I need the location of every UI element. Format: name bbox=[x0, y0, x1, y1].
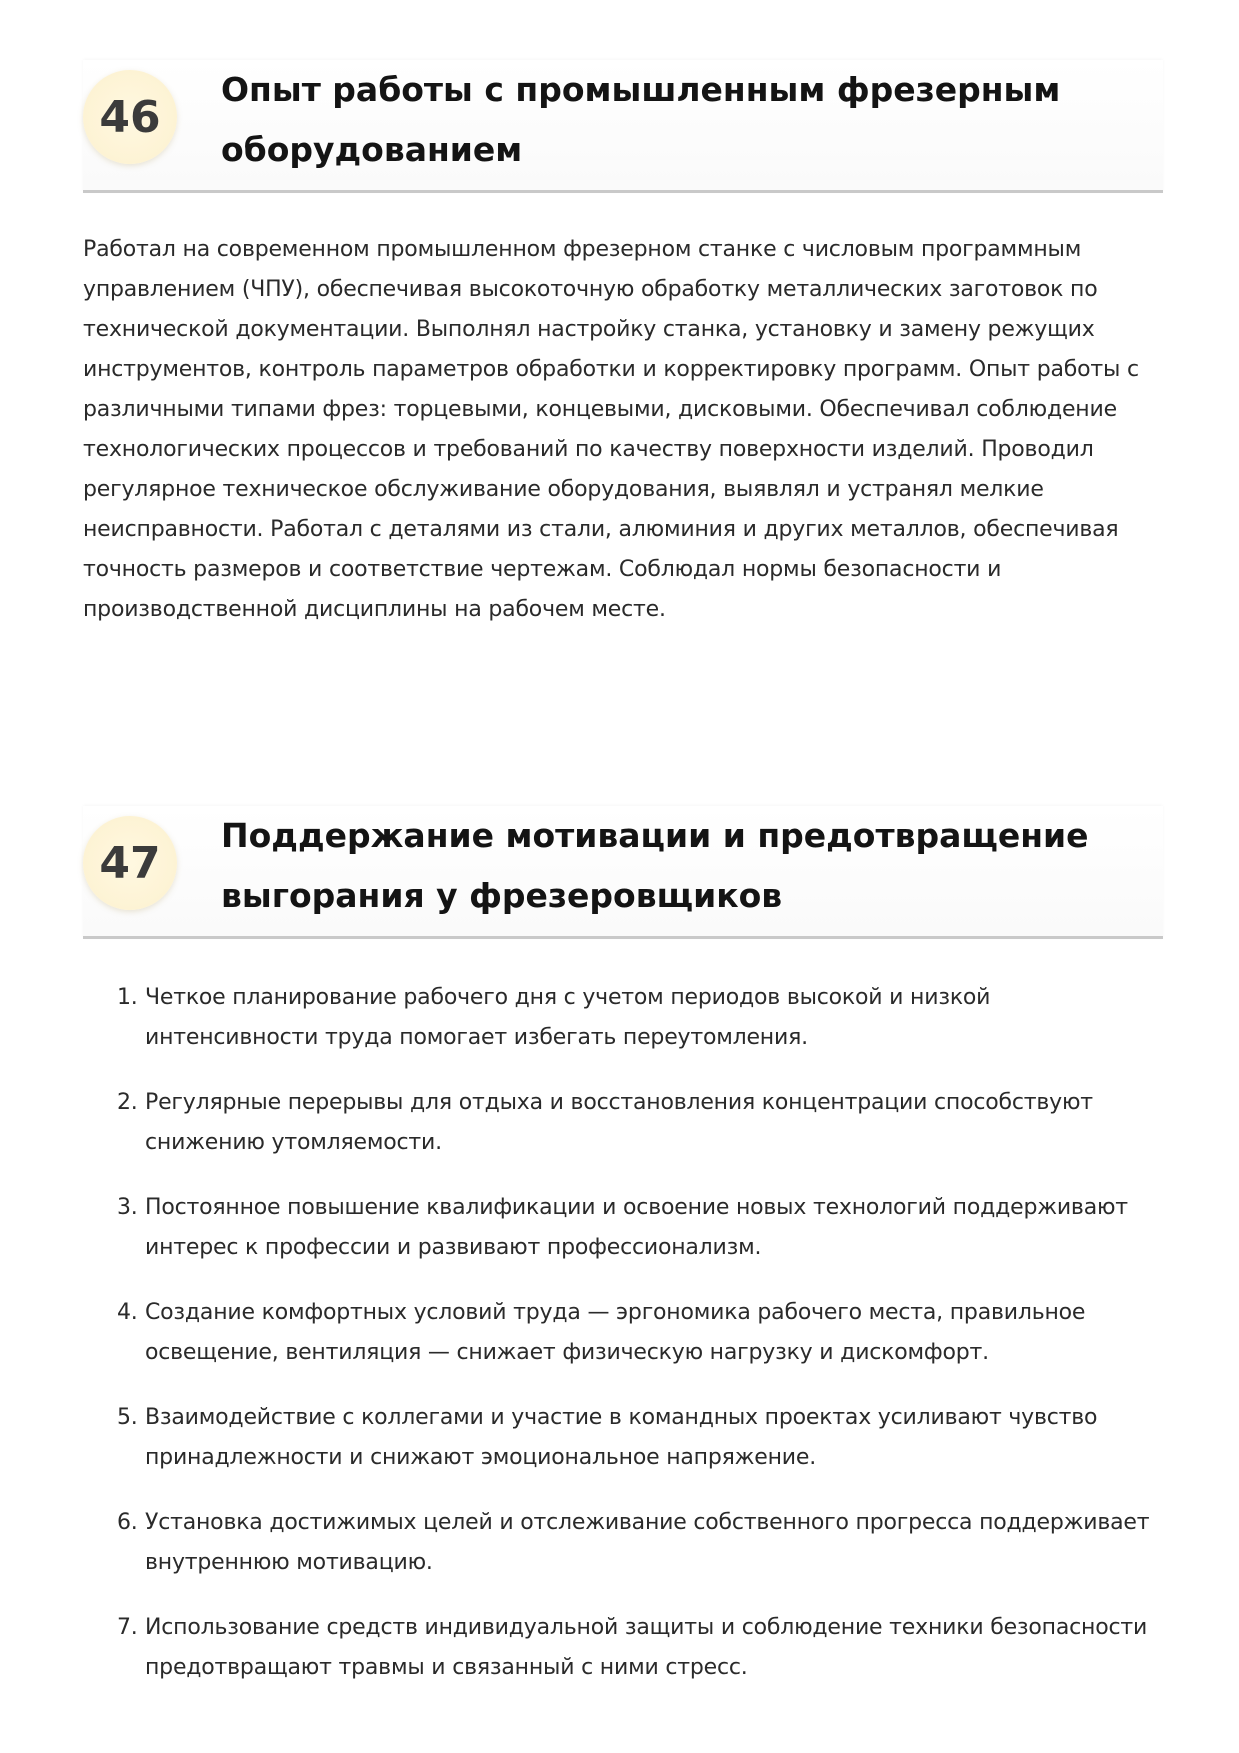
list-item bbox=[83, 1293, 1165, 1373]
list-item bbox=[83, 1188, 1165, 1268]
section-header-47 bbox=[83, 806, 1163, 939]
list-item-number: 4. bbox=[117, 1300, 138, 1325]
list-item-text: Создание комфортных условий труда — эргономика рабочего места, правильное освещение, вентиляция — снижает физическую нагрузку и дискомфорт. bbox=[145, 1300, 1086, 1365]
section-title: Опыт работы с промышленным фрезерным оборудованием bbox=[221, 70, 1061, 169]
section-header-46 bbox=[83, 60, 1163, 193]
list-item-text: Использование средств индивидуальной защиты и соблюдение техники безопасности предотвращают травмы и связанный с ними стресс. bbox=[145, 1615, 1148, 1680]
list-item-text: Регулярные перерывы для отдыха и восстановления концентрации способствуют снижению утомляемости. bbox=[145, 1090, 1093, 1155]
list-item bbox=[83, 1503, 1165, 1583]
list-item-text: Постоянное повышение квалификации и освоение новых технологий поддерживают интерес к профессии и развивают профессионализм. bbox=[145, 1195, 1128, 1260]
section-number-badge: 47 bbox=[83, 816, 177, 910]
list-item-number: 3. bbox=[117, 1195, 138, 1220]
list-item-number: 6. bbox=[117, 1510, 138, 1535]
numbered-list bbox=[83, 978, 1165, 1713]
list-item-number: 1. bbox=[117, 985, 138, 1010]
section-number-badge: 46 bbox=[83, 70, 177, 164]
list-item bbox=[83, 1608, 1165, 1688]
list-item-text: Взаимодействие с коллегами и участие в командных проектах усиливают чувство принадлежности и снижают эмоциональное напряжение. bbox=[145, 1405, 1098, 1470]
list-item-number: 2. bbox=[117, 1090, 138, 1115]
list-item-number: 5. bbox=[117, 1405, 138, 1430]
list-item bbox=[83, 978, 1165, 1058]
section-paragraph: Работал на современном промышленном фрезерном станке с числовым программным управлением (ЧПУ), обеспечивая высокоточную обработку металлических заготовок по технической документации. Выполнял настройку станка, установку и замену режущих инструментов, контроль параметров обработки и корректировку программ. Опыт работы с различными типами фрез: торцевыми, концевыми, дисковыми. Обеспечивал соблюдение технологических процессов и требований по качеству поверхности изделий. Проводил регулярное техническое обслуживание оборудования, выявлял и устранял мелкие неисправности. Работал с деталями из стали, алюминия и других металлов, обеспечивая точность размеров и соответствие чертежам. Соблюдал нормы безопасности и производственной дисциплины на рабочем месте. bbox=[83, 237, 1139, 622]
list-item bbox=[83, 1398, 1165, 1478]
list-item bbox=[83, 1083, 1165, 1163]
section-title: Поддержание мотивации и предотвращение выгорания у фрезеровщиков bbox=[221, 816, 1089, 915]
list-item-number: 7. bbox=[117, 1615, 138, 1640]
list-item-text: Четкое планирование рабочего дня с учетом периодов высокой и низкой интенсивности труда помогает избегать переутомления. bbox=[145, 985, 991, 1050]
list-item-text: Установка достижимых целей и отслеживание собственного прогресса поддерживает внутреннюю мотивацию. bbox=[145, 1510, 1150, 1575]
